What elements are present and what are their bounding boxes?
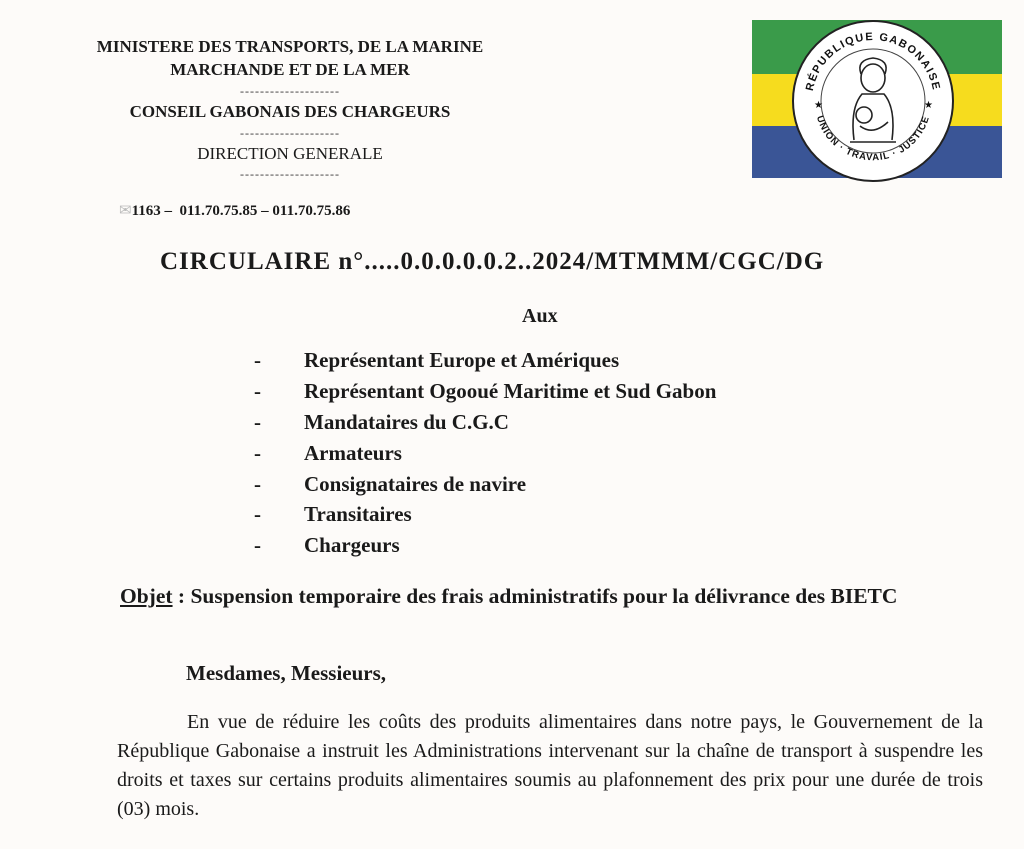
separator: -------------------- (240, 167, 340, 181)
mailbox-icon: ✉ (119, 203, 132, 219)
subject-text: : Suspension temporaire des frais administratifs pour la délivrance des BIETC (172, 584, 898, 608)
separator: -------------------- (240, 84, 340, 98)
republic-seal-icon (790, 18, 956, 184)
separator: -------------------- (240, 126, 340, 140)
ministry-line-2: MARCHANDE ET DE LA MER (170, 60, 410, 79)
addressees-intro: Aux (522, 305, 558, 327)
svg-text:★: ★ (924, 100, 933, 111)
svg-text:★: ★ (814, 100, 823, 111)
ministry-line-1: MINISTERE DES TRANSPORTS, DE LA MARINE (96, 37, 484, 56)
circular-reference: CIRCULAIRE n°.....0.0.0.0.0.2..2024/MTMMM/CGC/DG (160, 248, 825, 275)
contact-line (104, 184, 350, 237)
organization-name: CONSEIL GABONAIS DES CHARGEURS (129, 102, 451, 121)
subject-line (120, 582, 980, 610)
document-page: MINISTERE DES TRANSPORTS, DE LA MARINE MARCHANDE ET DE LA MER -------------------- CONSEIL GABONAIS DES CHARGEURS -------------------- DIRECTION GENERALE -------------------- ✉1163 – 011.70.75.85 – 011.70.75.86 RÉPUBLIQUE GABONAISE UNION · TRAVAIL · JUSTICE ★ ★ CIRCULAIRE n°.....0.0.0.0.0.2..2024/MTMMM/CGC/DG Aux - Représentant Europe et Amériques - Représentant Ogooué Maritime et Sud Gabon - Mandataires du C.G.C - Armateurs - Consignataires de navire - Transitaires - Chargeurs Objet : Suspension temporaire des frais administratifs pour la délivrance des BIETC Mesdames, Messieurs, En vue de réduire les coûts des produits alimentaires dans notre pays, le Gouvernement de la République Gabonaise a instruit les Administrations intervenant sur la chaîne de transport à suspendre les droits et taxes sur certains produits alimentaires soumis au plafonnement des prix pour une durée de trois (03) mois. (0, 0, 1024, 849)
body-paragraph: En vue de réduire les coûts des produits alimentaires dans notre pays, le Gouvernement de la République Gabonaise a instruit les Administrations intervenant sur la chaîne de transport à suspendre les droits et taxes sur certains produits alimentaires soumis au plafonnement des prix pour une durée de trois (03) mois. (117, 711, 983, 820)
subject-label: Objet (120, 584, 173, 608)
seal-top-text: RÉPUBLIQUE GABONAISE (803, 30, 943, 93)
contact-text: 1163 – 011.70.75.85 – 011.70.75.86 (131, 203, 351, 219)
direction-name: DIRECTION GENERALE (197, 144, 383, 163)
seal-bottom-text: UNION · TRAVAIL · JUSTICE (813, 114, 933, 164)
salutation: Mesdames, Messieurs, (186, 661, 387, 685)
